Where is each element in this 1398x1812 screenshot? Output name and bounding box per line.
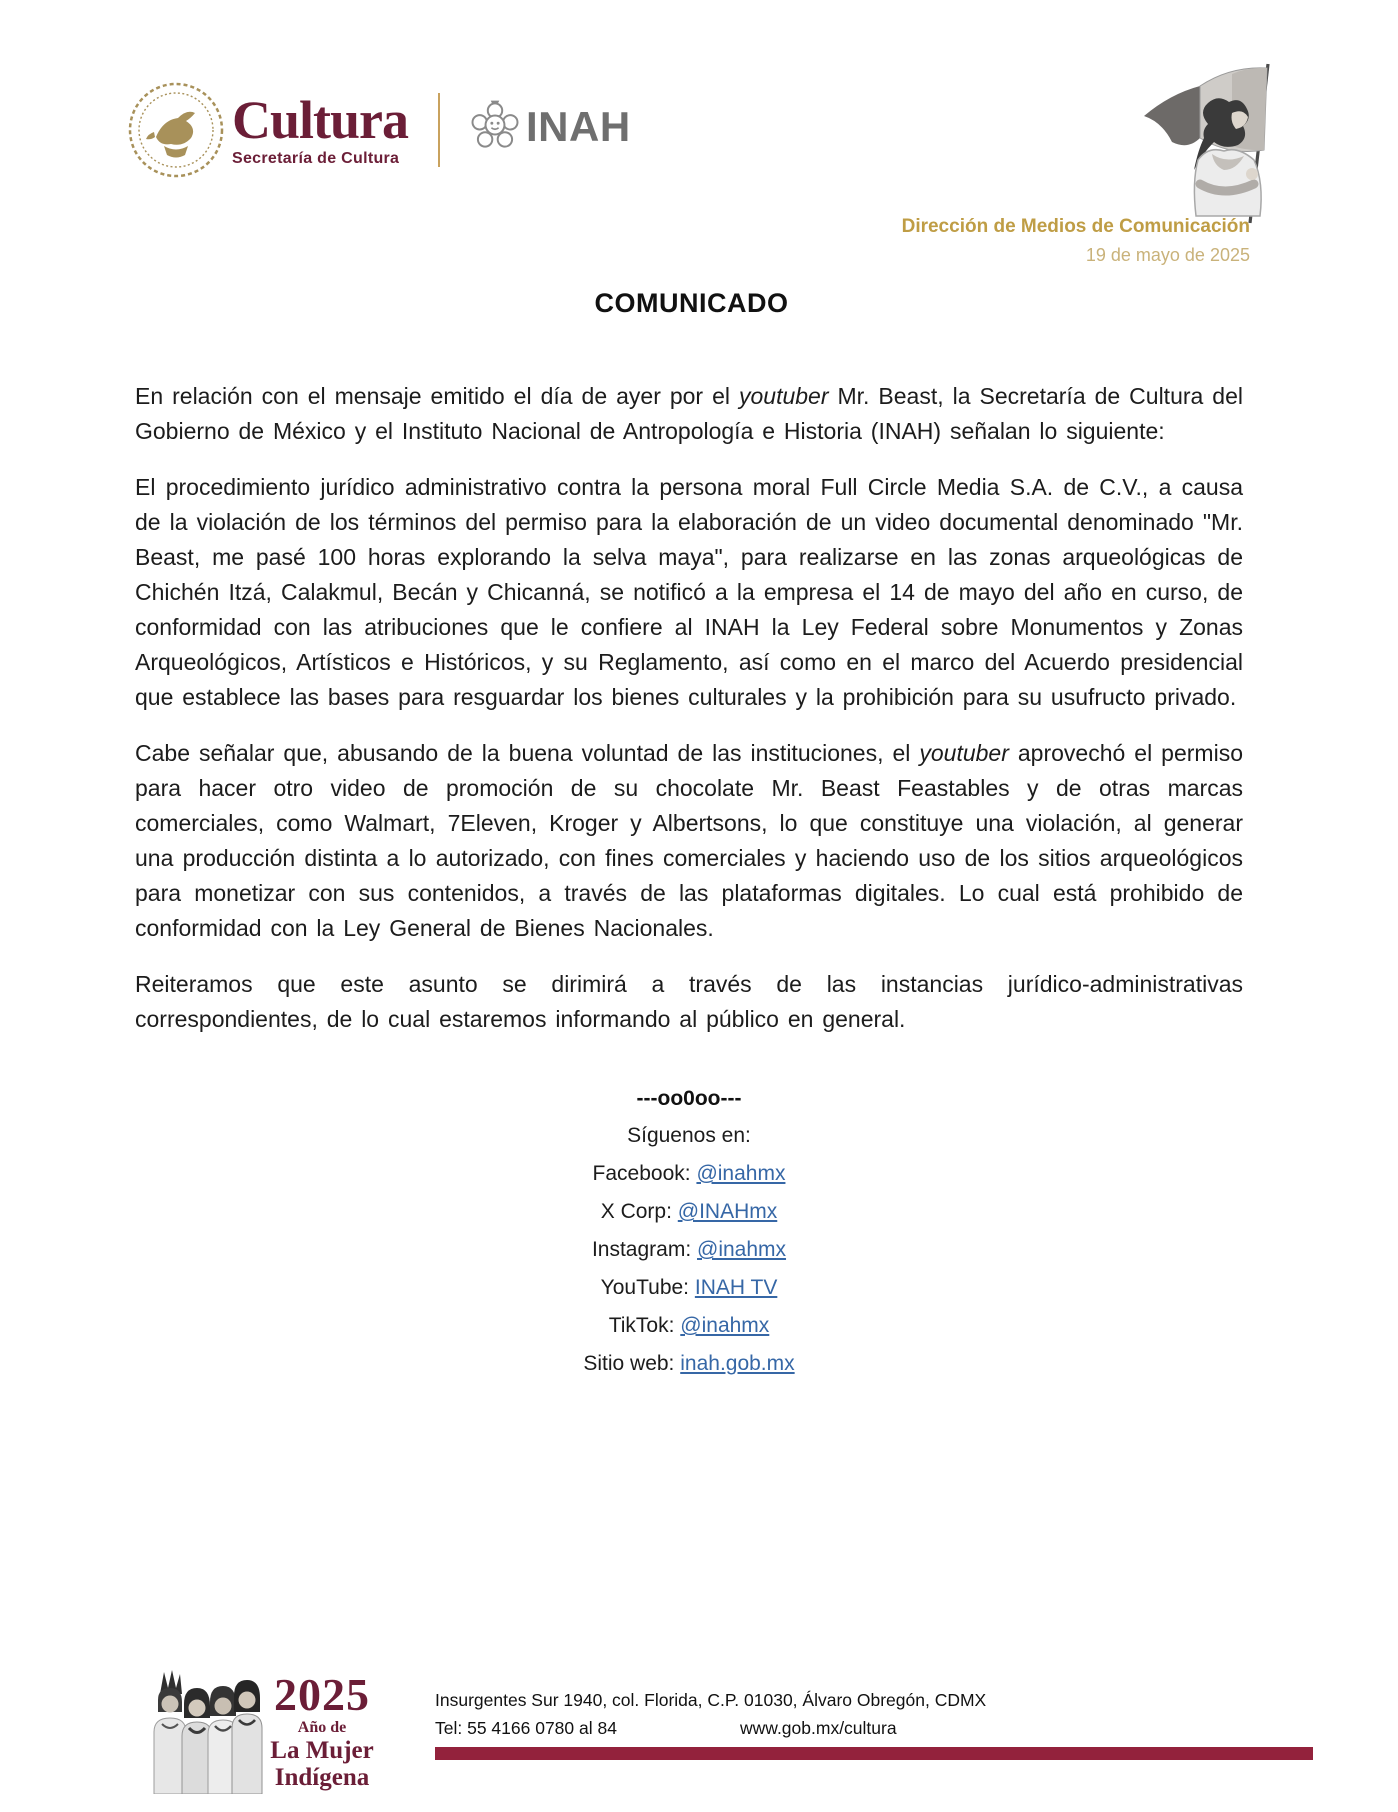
body-paragraph-2: El procedimiento jurídico administrativo contra la persona moral Full Circle Media S.A. de C.V., a causa de la violación de los términos del permiso para la elaboración de un video documental denominado "Mr. Beast, me pasé 100 horas explorando la selva maya", para realizarse en las zonas arqueológicas de Chichén Itzá, Calakmul, Becán y Chicanná, se notificó a la empresa el 14 de mayo del año en curso, de conformidad con las atribuciones que le confiere al INAH la Ley Federal sobre Monumentos y Zonas Arqueológicos, Artísticos e Históricos, y su Reglamento, así como en el marco del Acuerdo presidencial que establece las bases para resguardar los bienes culturales y la prohibición para su usufructo privado. [135, 474, 1243, 710]
body-text [135, 379, 1243, 1037]
body-paragraph-3: Cabe señalar que, abusando de la buena voluntad de las instituciones, el youtuber aprovechó el permiso para hacer otro video de promoción de su chocolate Mr. Beast Feastables y de otras marcas comerciales, como Walmart, 7Eleven, Kroger y Albertsons, lo que constituye una violación, al generar una producción distinta a lo autorizado, con fines comerciales y haciendo uso de los sitios arqueológicos para monetizar con sus contenidos, a través de las plataformas digitales. Lo cual está prohibido de conformidad con la Ley General de Bienes Nacionales. [135, 740, 1243, 941]
social-label: Sitio web: [583, 1352, 675, 1375]
cultura-subtitle: Secretaría de Cultura [232, 149, 400, 167]
header [0, 0, 1398, 288]
social-label: YouTube: [600, 1276, 690, 1299]
inah-flower-icon [468, 98, 522, 157]
inah-logo-block [468, 98, 631, 157]
tiktok-link[interactable]: @inahmx [680, 1314, 770, 1337]
cultura-wordmark-block [232, 89, 409, 168]
footer-year-line-1: La Mujer [270, 1737, 374, 1764]
footer-contact-row [435, 1718, 1313, 1739]
social-label: TikTok: [608, 1314, 675, 1337]
footer-year-block [262, 1669, 382, 1791]
direction-line: Dirección de Medios de Comunicación [901, 216, 1250, 237]
social-section [135, 1117, 1243, 1383]
footer-year-caption: Año de [297, 1719, 347, 1736]
footer [0, 1652, 1398, 1812]
social-row-website [135, 1345, 1243, 1383]
brand-block [126, 80, 631, 180]
footer-phone: Tel: 55 4166 0780 al 84 [435, 1718, 617, 1738]
footer-website: www.gob.mx/cultura [740, 1718, 897, 1738]
mexico-coat-of-arms-icon [126, 80, 226, 180]
youtube-link[interactable]: INAH TV [694, 1276, 778, 1299]
x-corp-link[interactable]: @INAHmx [677, 1200, 778, 1223]
footer-year-line-2: Indígena [274, 1764, 370, 1791]
inah-label: INAH [526, 103, 631, 150]
social-label: Instagram: [591, 1238, 692, 1261]
social-heading: Síguenos en: [627, 1124, 751, 1147]
page-title: COMUNICADO [594, 288, 789, 318]
document-meta [0, 216, 1250, 266]
facebook-link[interactable]: @inahmx [696, 1162, 786, 1185]
cultura-wordmark: Cultura [232, 89, 409, 150]
social-row-tiktok [135, 1307, 1243, 1345]
ooo-divider: ---oo0oo--- [636, 1087, 742, 1110]
social-row-facebook [135, 1155, 1243, 1193]
social-label: Facebook: [592, 1162, 691, 1185]
body-paragraph-1: En relación con el mensaje emitido el día de ayer por el youtuber Mr. Beast, la Secretaría de Cultura del Gobierno de México y el Instituto Nacional de Antropología e Historia (INAH) señalan lo siguiente: [135, 383, 1244, 444]
body-paragraph-4: Reiteramos que este asunto se dirimirá a través de las instancias jurídico-administrativas correspondientes, de lo cual estaremos informando al público en general. [135, 971, 1243, 1032]
social-row-youtube [135, 1269, 1243, 1307]
footer-year: 2025 [274, 1669, 370, 1720]
woman-with-flag-illustration [1128, 58, 1293, 233]
footer-info [435, 1690, 1313, 1760]
social-row-x [135, 1193, 1243, 1231]
footer-address: Insurgentes Sur 1940, col. Florida, C.P. 01030, Álvaro Obregón, CDMX [435, 1690, 987, 1710]
website-link[interactable]: inah.gob.mx [680, 1352, 795, 1375]
date-line: 19 de mayo de 2025 [1085, 245, 1250, 265]
instagram-link[interactable]: @inahmx [697, 1238, 787, 1261]
social-row-instagram [135, 1231, 1243, 1269]
header-divider [438, 93, 440, 167]
footer-maroon-bar [435, 1747, 1313, 1760]
social-label: X Corp: [600, 1200, 672, 1223]
indigenous-women-illustration [146, 1666, 264, 1799]
